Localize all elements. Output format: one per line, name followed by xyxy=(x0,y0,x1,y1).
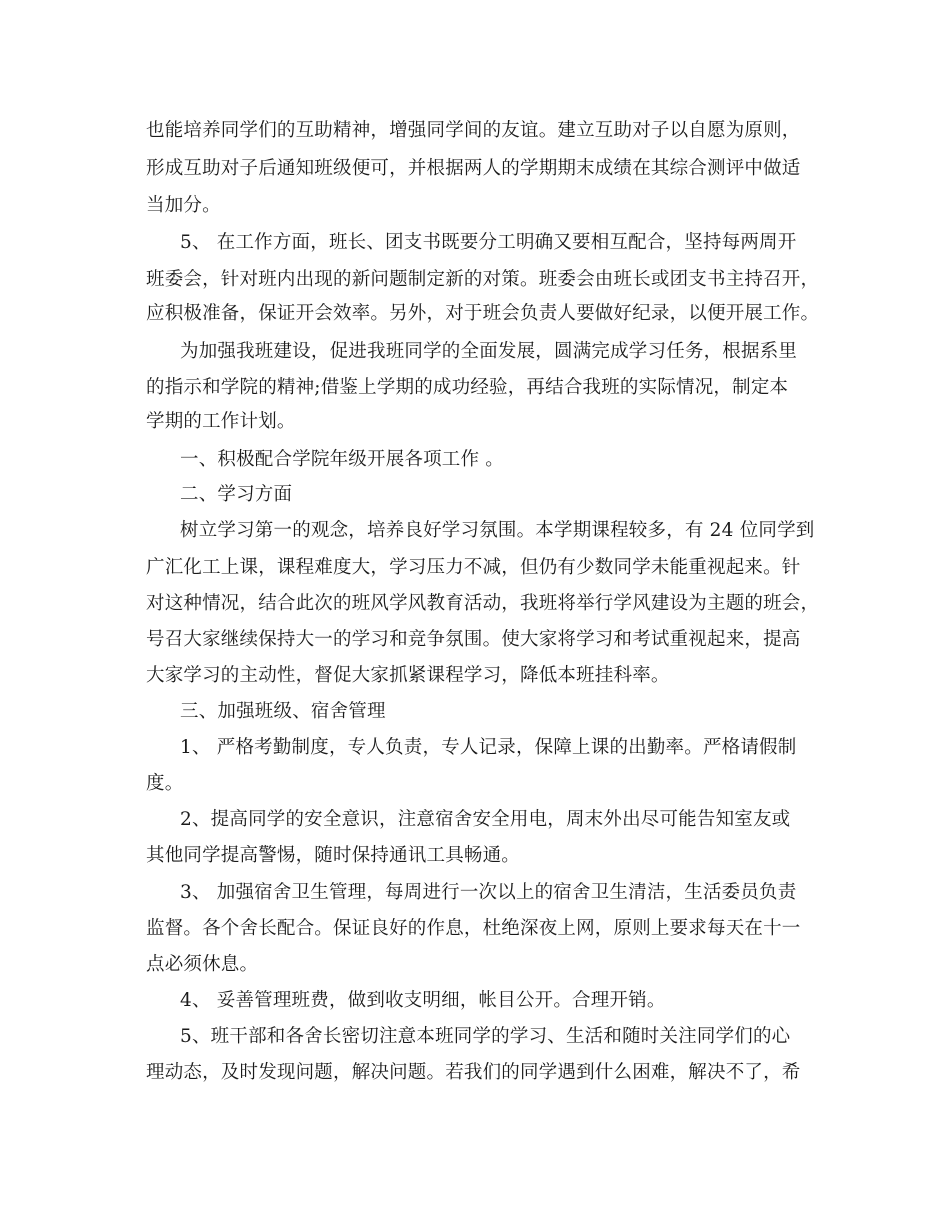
text-line: 监督。各个舍长配合。保证良好的作息，杜绝深夜上网，原则上要求每天在十一 xyxy=(146,918,801,939)
text-line: 二、学习方面 xyxy=(180,484,293,505)
text-line: 的指示和学院的精神;借鉴上学期的成功经验，再结合我班的实际情况，制定本 xyxy=(146,377,789,398)
text-line: 班委会，针对班内出现的新问题制定新的对策。班委会由班长或团支书主持召开， xyxy=(146,269,820,290)
text-line: 度。 xyxy=(146,773,184,794)
text-line: 学期的工作计划。 xyxy=(146,411,296,432)
text-line: 一、积极配合学院年级开展各项工作 。 xyxy=(180,449,504,470)
text-line: 点必须休息。 xyxy=(146,954,259,975)
text-line: 大家学习的主动性，督促大家抓紧课程学习，降低本班挂科率。 xyxy=(146,665,670,686)
text-line: 当加分。 xyxy=(146,195,221,216)
text-line: 1、 严格考勤制度，专人负责，专人记录，保障上课的出勤率。严格请假制 xyxy=(180,737,797,758)
text-line: 4、 妥善管理班费，做到收支明细，帐目公开。合理开销。 xyxy=(180,990,666,1011)
text-line: 3、 加强宿舍卫生管理，每周进行一次以上的宿舍卫生清洁，生活委员负责 xyxy=(180,882,797,903)
text-line: 其他同学提高警惕，随时保持通讯工具畅通。 xyxy=(146,845,521,866)
text-line: 对这种情况，结合此次的班风学风教育活动，我班将举行学风建设为主题的班会， xyxy=(146,593,820,614)
text-line: 2、提高同学的安全意识，注意宿舍安全用电，周末外出尽可能告知室友或 xyxy=(180,809,791,830)
text-line: 为加强我班建设，促进我班同学的全面发展，圆满完成学习任务，根据系里 xyxy=(180,341,798,362)
text-line: 号召大家继续保持大一的学习和竞争氛围。使大家将学习和考试重视起来，提高 xyxy=(146,629,801,650)
text-line: 理动态，及时发现问题，解决问题。若我们的同学遇到什么困难，解决不了，希 xyxy=(146,1062,801,1083)
text-line: 形成互助对子后通知班级便可，并根据两人的学期期末成绩在其综合测评中做适 xyxy=(146,158,801,179)
text-line: 广汇化工上课，课程难度大，学习压力不减，但仍有少数同学未能重视起来。针 xyxy=(146,557,801,578)
text-line: 树立学习第一的观念，培养良好学习氛围。本学期课程较多，有 24 位同学到 xyxy=(180,520,815,541)
text-line: 5、班干部和各舍长密切注意本班同学的学习、生活和随时关注同学们的心 xyxy=(180,1026,791,1047)
text-line: 应积极准备，保证开会效率。另外，对于班会负责人要做好纪录，以便开展工作。 xyxy=(146,303,820,324)
text-line: 也能培养同学们的互助精神，增强同学间的友谊。建立互助对子以自愿为原则， xyxy=(146,120,801,141)
text-line: 5、 在工作方面，班长、团支书既要分工明确又要相互配合，坚持每两周开 xyxy=(180,232,797,253)
text-line: 三、加强班级、宿舍管理 xyxy=(180,701,386,722)
